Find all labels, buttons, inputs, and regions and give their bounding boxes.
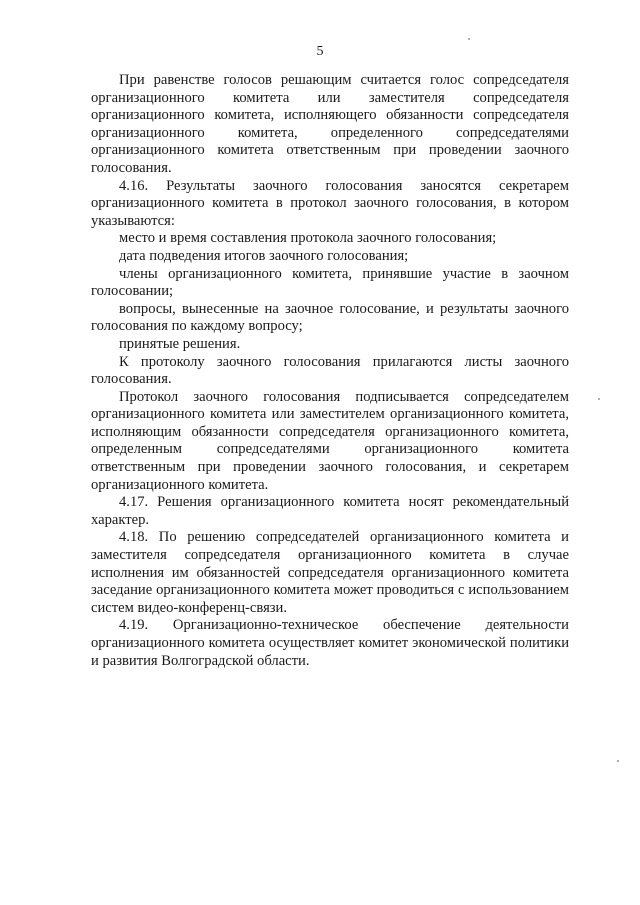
paragraph-4-19: 4.19. Организационно-техническое обеспечение деятельности организационного комитета осуществляет комитет экономической политики и развития Волгоградской области.	[91, 617, 569, 669]
list-item-place-time: место и время составления протокола заочного голосования;	[119, 230, 497, 247]
paragraph-tie-vote: При равенстве голосов решающим считается голос сопредседателя организационного комитета или заместителя сопредседателя организационного комитета, исполняющего обязанности сопредседателя организационного комитета, определенного сопредседателями организационного комитета ответственным при проведении заочного голосования.	[91, 72, 569, 176]
paragraph-4-18: 4.18. По решению сопредседателей организационного комитета и заместителя сопредседателя организационного комитета в случае исполнения им обязанностей сопредседателя организационного комитета заседание организационного комитета может проводиться с использованием систем видео-конференц-связи.	[91, 529, 569, 616]
list-item-date: дата подведения итогов заочного голосования;	[119, 247, 409, 264]
scan-speck	[468, 38, 470, 40]
paragraph-4-17: 4.17. Решения организационного комитета носят рекомендательный характер.	[91, 494, 569, 528]
scan-speck	[617, 760, 619, 762]
paragraph-attachments: К протоколу заочного голосования прилагаются листы заочного голосования.	[91, 353, 569, 388]
document-body	[91, 72, 569, 670]
scan-speck	[598, 398, 600, 400]
paragraph-protocol-signing: Протокол заочного голосования подписывается сопредседателем организационного комитета или заместителем организационного комитета, исполняющим обязанности сопредседателя организационного комитета, определенным сопредседателями организационного комитета ответственным при проведении заочного голосования, и секретарем организационного комитета.	[91, 388, 569, 493]
page-number: 5	[316, 44, 324, 59]
paragraph-4-16: 4.16. Результаты заочного голосования заносятся секретарем организационного комитета в протокол заочного голосования, в котором указываются:	[91, 177, 569, 229]
list-item-decisions: принятые решения.	[119, 335, 241, 352]
list-item-questions: вопросы, вынесенные на заочное голосование, и результаты заочного голосования по каждому вопросу;	[91, 300, 569, 335]
list-item-members: члены организационного комитета, принявшие участие в заочном голосовании;	[91, 265, 569, 300]
